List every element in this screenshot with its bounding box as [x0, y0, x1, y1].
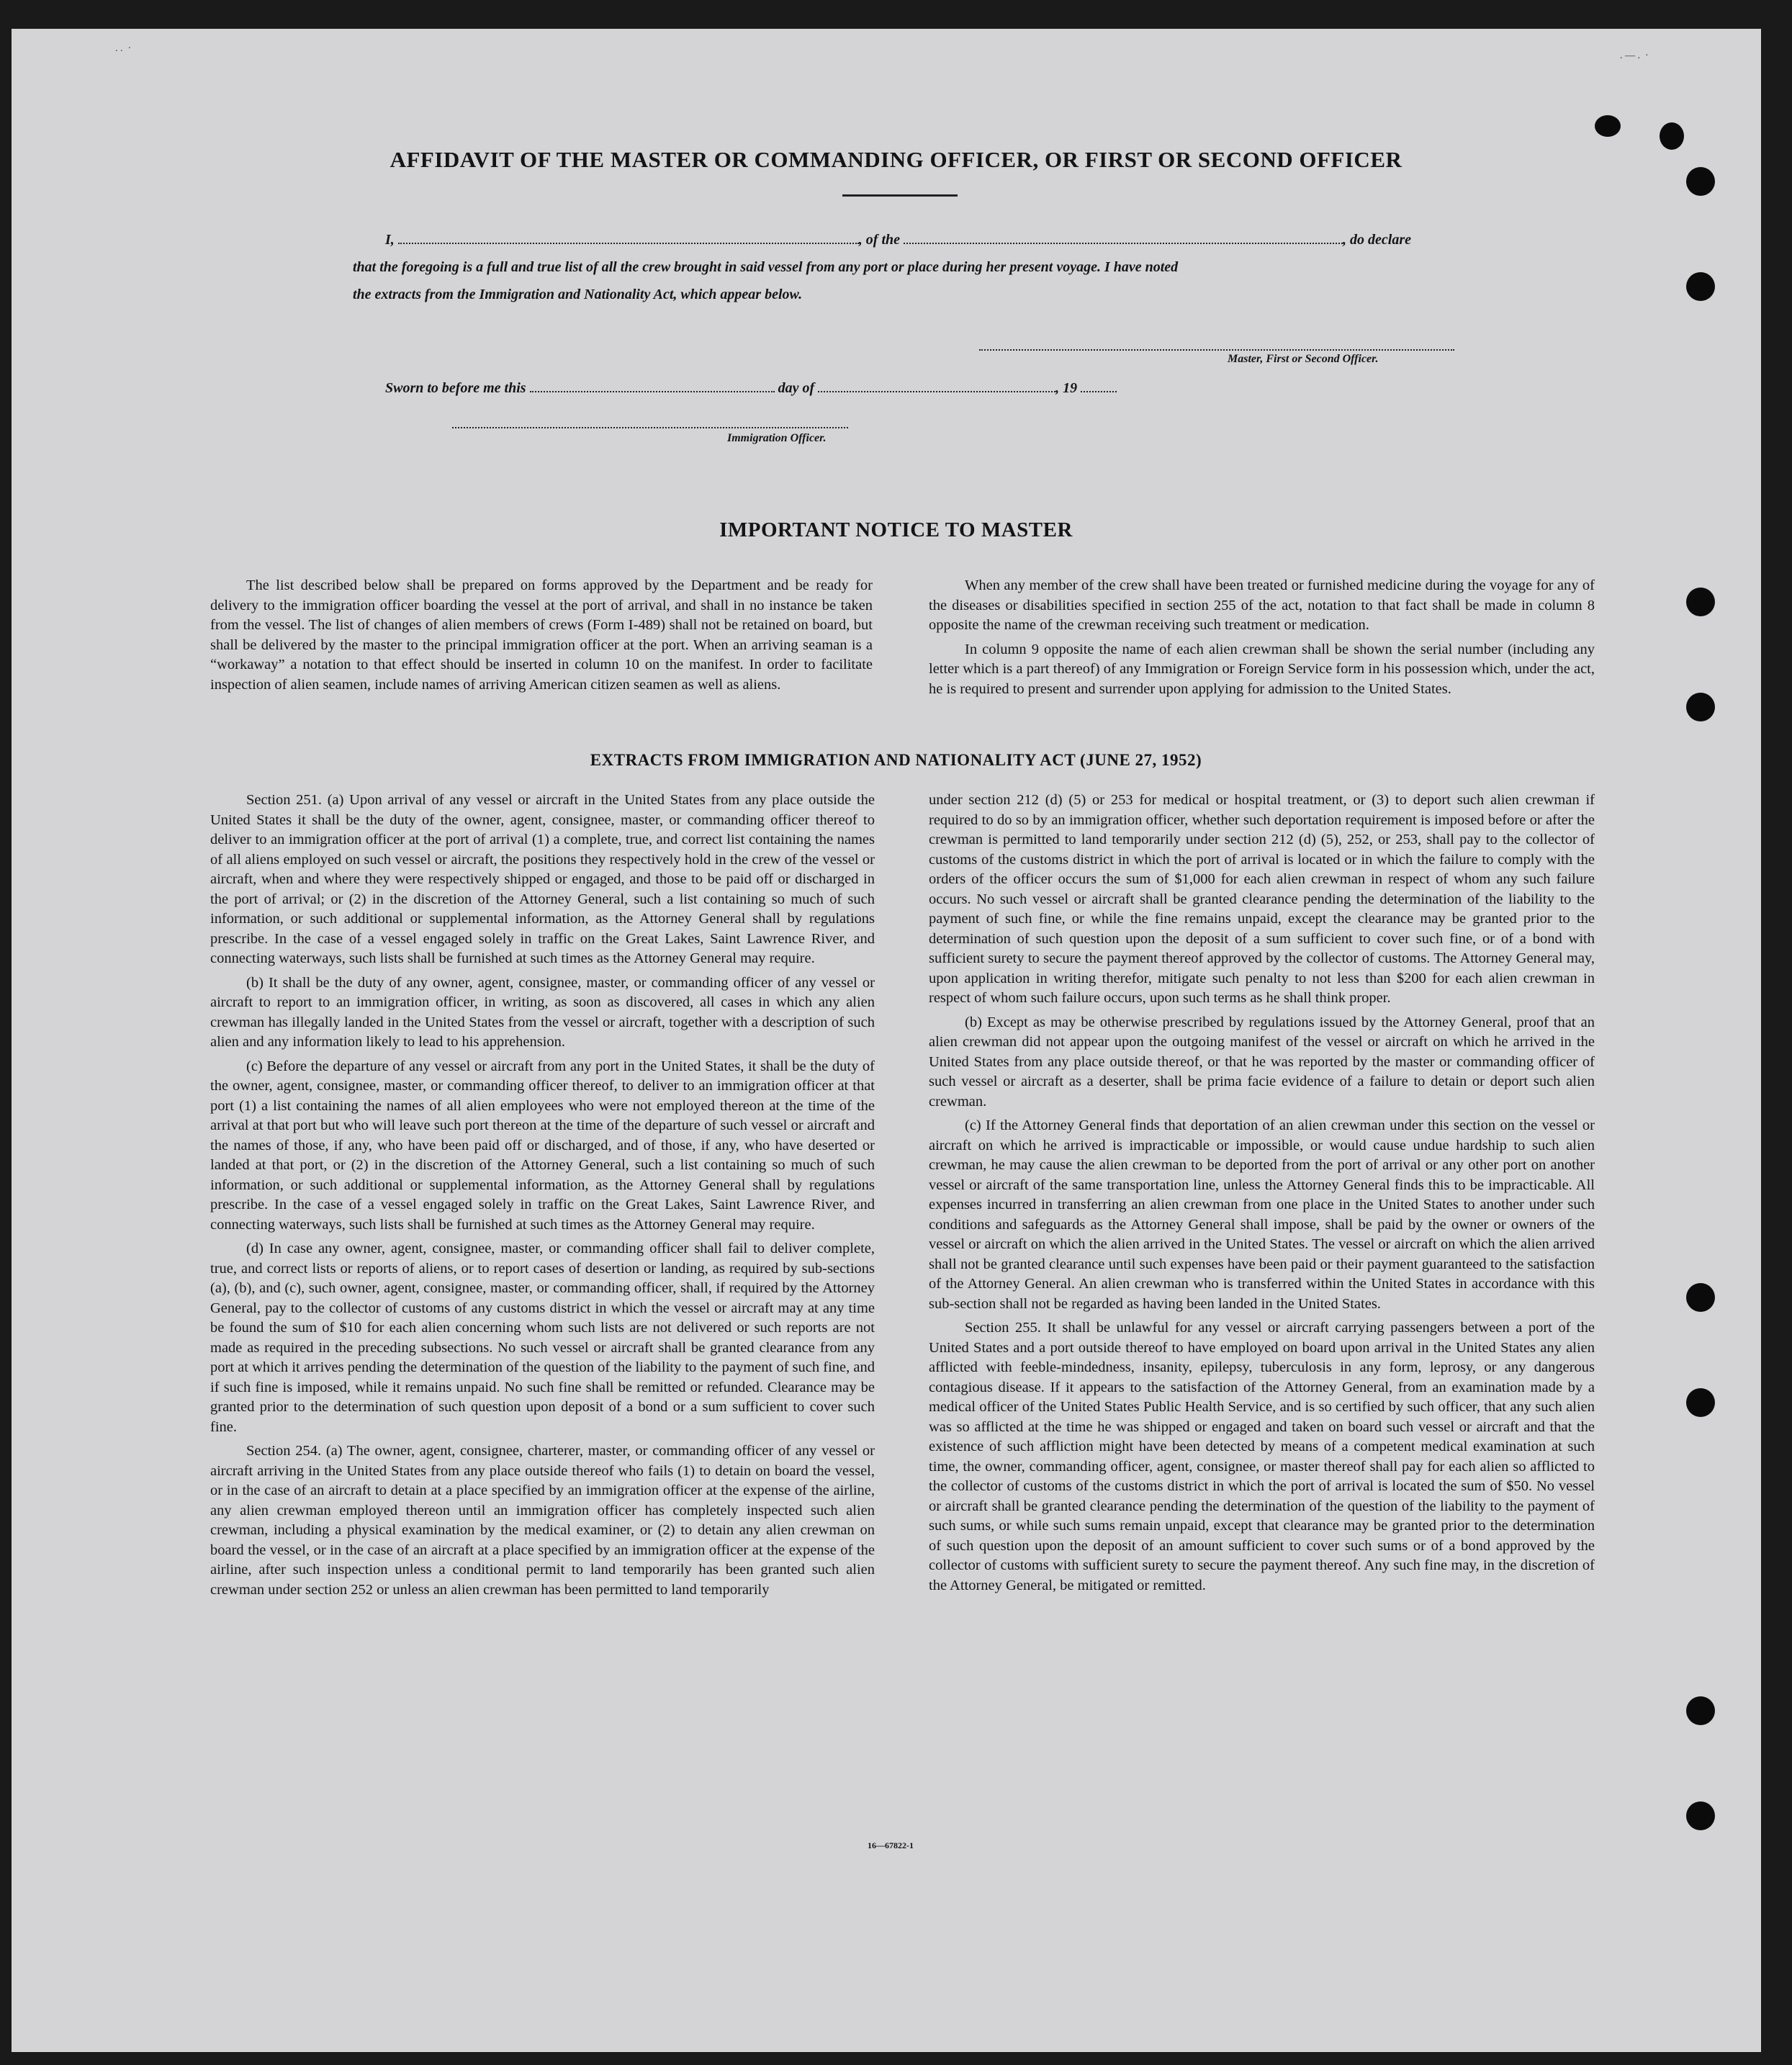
punch-hole: [1686, 693, 1715, 721]
name-blank: [398, 230, 859, 244]
punch-hole: [1660, 122, 1684, 150]
punch-hole: [1686, 1388, 1715, 1417]
sworn-prefix: Sworn to before me this: [385, 380, 526, 396]
sworn-day-of: day of: [778, 380, 815, 396]
declaration-do-declare: , do declare: [1343, 232, 1411, 248]
notice-right-paragraph-1: When any member of the crew shall have been treated or furnished medicine during the voyage for any of the diseases or disabilities specified in section 255 of the act, notation to that fact shall be made in column 8 opposite the name of the crewman receiving such treatment or medication.: [929, 577, 1595, 633]
master-signature-label: Master, First or Second Officer.: [1228, 353, 1379, 365]
extracts-left-column: [210, 791, 875, 1604]
section-251-c: (c) Before the departure of any vessel or aircraft from any port in the United States, it shall be the duty of the owner, agent, consignee, master, or commanding officer thereof, to deliver to an immigration officer at that port (1) a list containing the names of all alien employees who were not employed thereon at the time of the arrival at that port but who will leave such port thereon at the time of the departure of such vessel or aircraft and the names of those, if any, who have been paid off or discharged, and of those, if any, who have deserted or landed at that port, or (2) in the discretion of the Attorney General, such a list containing so much of such information, or such additional or supplemental information, as the Attorney General shall by regulations prescribe. In the case of a vessel engaged solely in traffic on the Great Lakes, Saint Lawrence River, and connecting waterways, such lists shall be furnished at such times as the Attorney General may require.: [210, 1058, 875, 1233]
sworn-month-blank: [818, 378, 1055, 392]
sworn-year: , 19: [1055, 380, 1078, 396]
sworn-year-blank: [1081, 378, 1117, 392]
section-251-d: (d) In case any owner, agent, consignee, master, or commanding officer shall fail to deliver complete, true, and correct lists or reports of aliens, or to report cases of desertion or landing, as required by sub-sections (a), (b), and (c), such owner, agent, consignee, master, or commanding officer, shall, if required by the Attorney General, pay to the collector of customs of any customs district in which the vessel or aircraft may at any time be found the sum of $10 for each alien concerning whom such lists are not delivered or such reports are not made as required in the preceding subsections. No such vessel or aircraft shall be granted clearance from any port at which it arrives pending the determination of the question of the liability to the payment of such fine, and if such fine is imposed, while it remains unpaid. No such fine shall be remitted or refunded. Clearance may be granted prior to the determination of such question upon deposit of a bond or a sum sufficient to cover such fine.: [210, 1241, 875, 1435]
punch-hole: [1686, 1801, 1715, 1830]
declaration-line-1: [385, 226, 1458, 253]
punch-hole: [1686, 167, 1715, 196]
vessel-blank: [904, 230, 1343, 244]
punch-hole: [1686, 1283, 1715, 1312]
sworn-line: [385, 374, 1249, 402]
notice-right-paragraph-2: In column 9 opposite the name of each alien crewman shall be shown the serial number (including any letter which is a part thereof) of any Immigration or Foreign Service form in his possession which, under the act, he is required to present and surrender upon applying for admission to the United States.: [929, 641, 1595, 697]
notice-right-column: [929, 576, 1595, 703]
section-254-a: Section 254. (a) The owner, agent, consignee, charterer, master, or commanding officer of any vessel or aircraft arriving in the United States from any place outside thereof who fails (1) to detain on board the vessel, or in the case of an aircraft to detain at a place specified by an immigration officer at the expense of the airline, any alien crewman employed thereon until an immigration officer has completely inspected such alien crewman, including a physical examination by the medical examiner, or (2) to detain any alien crewman on board the vessel, or in the case of an aircraft at a place specified by an immigration officer at the expense of the airline, after such inspection unless a conditional permit to land temporarily has been granted such alien crewman under section 252 or unless an alien crewman has been permitted to land temporarily: [210, 1443, 875, 1598]
punch-hole: [1686, 272, 1715, 301]
declaration-line-2: that the foregoing is a full and true list of all the crew brought in said vessel from any port or place during her present voyage. I have noted: [353, 259, 1179, 275]
affidavit-title: AFFIDAVIT OF THE MASTER OR COMMANDING OFFICER, OR FIRST OR SECOND OFFICER: [390, 147, 1402, 172]
form-number: 16—67822-1: [868, 1840, 914, 1850]
section-254-c: (c) If the Attorney General finds that deportation of an alien crewman under this section on the vessel or aircraft on which he arrived is impracticable or impossible, or would cause undue hardship to such alien crewman, he may cause the alien crewman to be deported from the port of arrival or any other port on another vessel or aircraft of the same transportation line, unless the Attorney General finds this to be impracticable. All expenses incurred in transferring an alien crewman from one place in the United States to another under such conditions and safeguards as the Attorney General shall impose, shall be paid by the owner or owners of the vessel or aircraft on which the alien arrived in the United States. The vessel or aircraft on which the alien arrived shall not be granted clearance until such expenses have been paid or their payment guaranteed to the satisfaction of the Attorney General. An alien crewman who is transferred within the United States in accordance with this sub-section shall not be regarded as having been landed in the United States.: [929, 1117, 1595, 1312]
notice-left-column: [210, 576, 873, 699]
section-251-a: Section 251. (a) Upon arrival of any vessel or aircraft in the United States from any place outside the United States it shall be the duty of the owner, agent, consignee, master, or commanding officer thereof to deliver to an immigration officer at the port of arrival (1) a complete, true, and correct list containing the names of all aliens employed on such vessel or aircraft, the positions they respectively hold in the crew of the vessel or aircraft, when and where they were respectively shipped or engaged, and those to be paid off or discharged in the port of arrival; or (2) in the discretion of the Attorney General, such a list containing so much of such information, or such additional or supplemental information, as the Attorney General shall by regulations prescribe. In the case of a vessel engaged solely in traffic on the Great Lakes, Saint Lawrence River, and connecting waterways, such lists shall be furnished at such times as the Attorney General may require.: [210, 792, 875, 966]
officer-signature-line: [452, 427, 848, 428]
master-signature-line: [979, 349, 1454, 351]
punch-hole: [1686, 588, 1715, 616]
section-255: Section 255. It shall be unlawful for any vessel or aircraft carrying passengers between a port of the United States and a port outside thereof to have employed on board upon arrival in the United States any alien afflicted with feeble-mindedness, insanity, epilepsy, tuberculosis in any form, leprosy, or any dangerous contagious disease. If it appears to the satisfaction of the Attorney General, from an examination made by a medical officer of the United States Public Health Service, and is so certified by such officer, that any such alien was so afflicted at the time he was shipped or engaged and taken on board such vessel or aircraft and that the existence of such affliction might have been detected by means of a competent medical examination at such time, the owner, commanding officer, agent, consignee, or master thereof shall pay for each alien so afflicted to the collector of customs of the customs district in which the port of arrival is located the sum of $50. No vessel or aircraft shall be granted clearance pending the determination of the question of the liability to the payment of such sums, or while such sums remain unpaid, except that clearance may be granted prior to the determination of such question upon the deposit of an amount sufficient to cover such sums or of a bond approved by the collector of customs with sufficient surety to secure the payment thereof. Any such fine may, in the discretion of the Attorney General, be mitigated or remitted.: [929, 1320, 1595, 1593]
extracts-right-column: [929, 791, 1595, 1600]
section-254-b: (b) Except as may be otherwise prescribed by regulations issued by the Attorney General, proof that an alien crewman did not appear upon the outgoing manifest of the vessel or aircraft on which he arrived in the United States from any place outside thereof, or that he was reported by the master or commanding officer of such vessel or aircraft as a deserter, shall be prima facie evidence of a failure to detain or deport such alien crewman.: [929, 1014, 1595, 1110]
title-rule: [842, 194, 958, 197]
punch-hole: [1595, 115, 1621, 137]
declaration-line-3: the extracts from the Immigration and Nationality Act, which appear below.: [353, 287, 803, 302]
notice-left-paragraph: The list described below shall be prepared on forms approved by the Department and be ready for delivery to the immigration officer boarding the vessel at the port of arrival, and shall in no instance be taken from the vessel. The list of changes of alien members of crews (Form I-489) shall not be retained on board, but shall be delivered by the master to the principal immigration officer at the port. When an arriving seaman is a “workaway” a notation to that effect should be inserted in column 10 on the manifest. In order to facilitate inspection of alien seamen, include names of arriving American citizen seamen as well as aliens.: [210, 577, 873, 693]
section-251-b: (b) It shall be the duty of any owner, agent, consignee, master, or commanding officer of any vessel or aircraft to report to an immigration officer, in writing, as soon as discovered, all cases in which any alien crewman has illegally landed in the United States from the vessel or aircraft, together with a description of such alien and any information likely to lead to his apprehension.: [210, 974, 875, 1050]
punch-hole: [1686, 1696, 1715, 1725]
scan-marks-right: . — . ·: [1620, 50, 1649, 61]
sworn-day-blank: [530, 378, 775, 392]
declaration-of-the: , of the: [858, 232, 901, 248]
declaration-i: I,: [385, 232, 395, 248]
extracts-heading: EXTRACTS FROM IMMIGRATION AND NATIONALITY ACT (JUNE 27, 1952): [590, 751, 1202, 769]
officer-signature-label: Immigration Officer.: [727, 432, 827, 444]
scan-marks: . . ·: [115, 43, 132, 54]
notice-heading: IMPORTANT NOTICE TO MASTER: [719, 518, 1073, 541]
section-254-a-continued: under section 212 (d) (5) or 253 for medical or hospital treatment, or (3) to deport such alien crewman if required to do so by an immigration officer, whether such deportation requirement is imposed before or after the crewman is permitted to land temporarily under section 212 (d) (5), 252, or 253, shall pay to the collector of customs of the customs district in which the port of arrival is located or in which the failure to comply with the orders of the officer occurs the sum of $1,000 for each alien crewman in respect of whom any such failure occurs. No such vessel or aircraft shall be granted clearance pending the determination of the liability to the payment of such fine, or while the fine remains unpaid, except the clearance may be granted prior to the determination of such question upon the deposit of a sum sufficient to cover such fine, or of a bond with sufficient surety to secure the payment thereof approved by the collector of customs. The Attorney General may, upon application in writing therefor, mitigate such penalty to not less than $200 for each alien crewman in respect of whom such failure occurs, upon such terms as he shall think proper.: [929, 792, 1595, 1006]
